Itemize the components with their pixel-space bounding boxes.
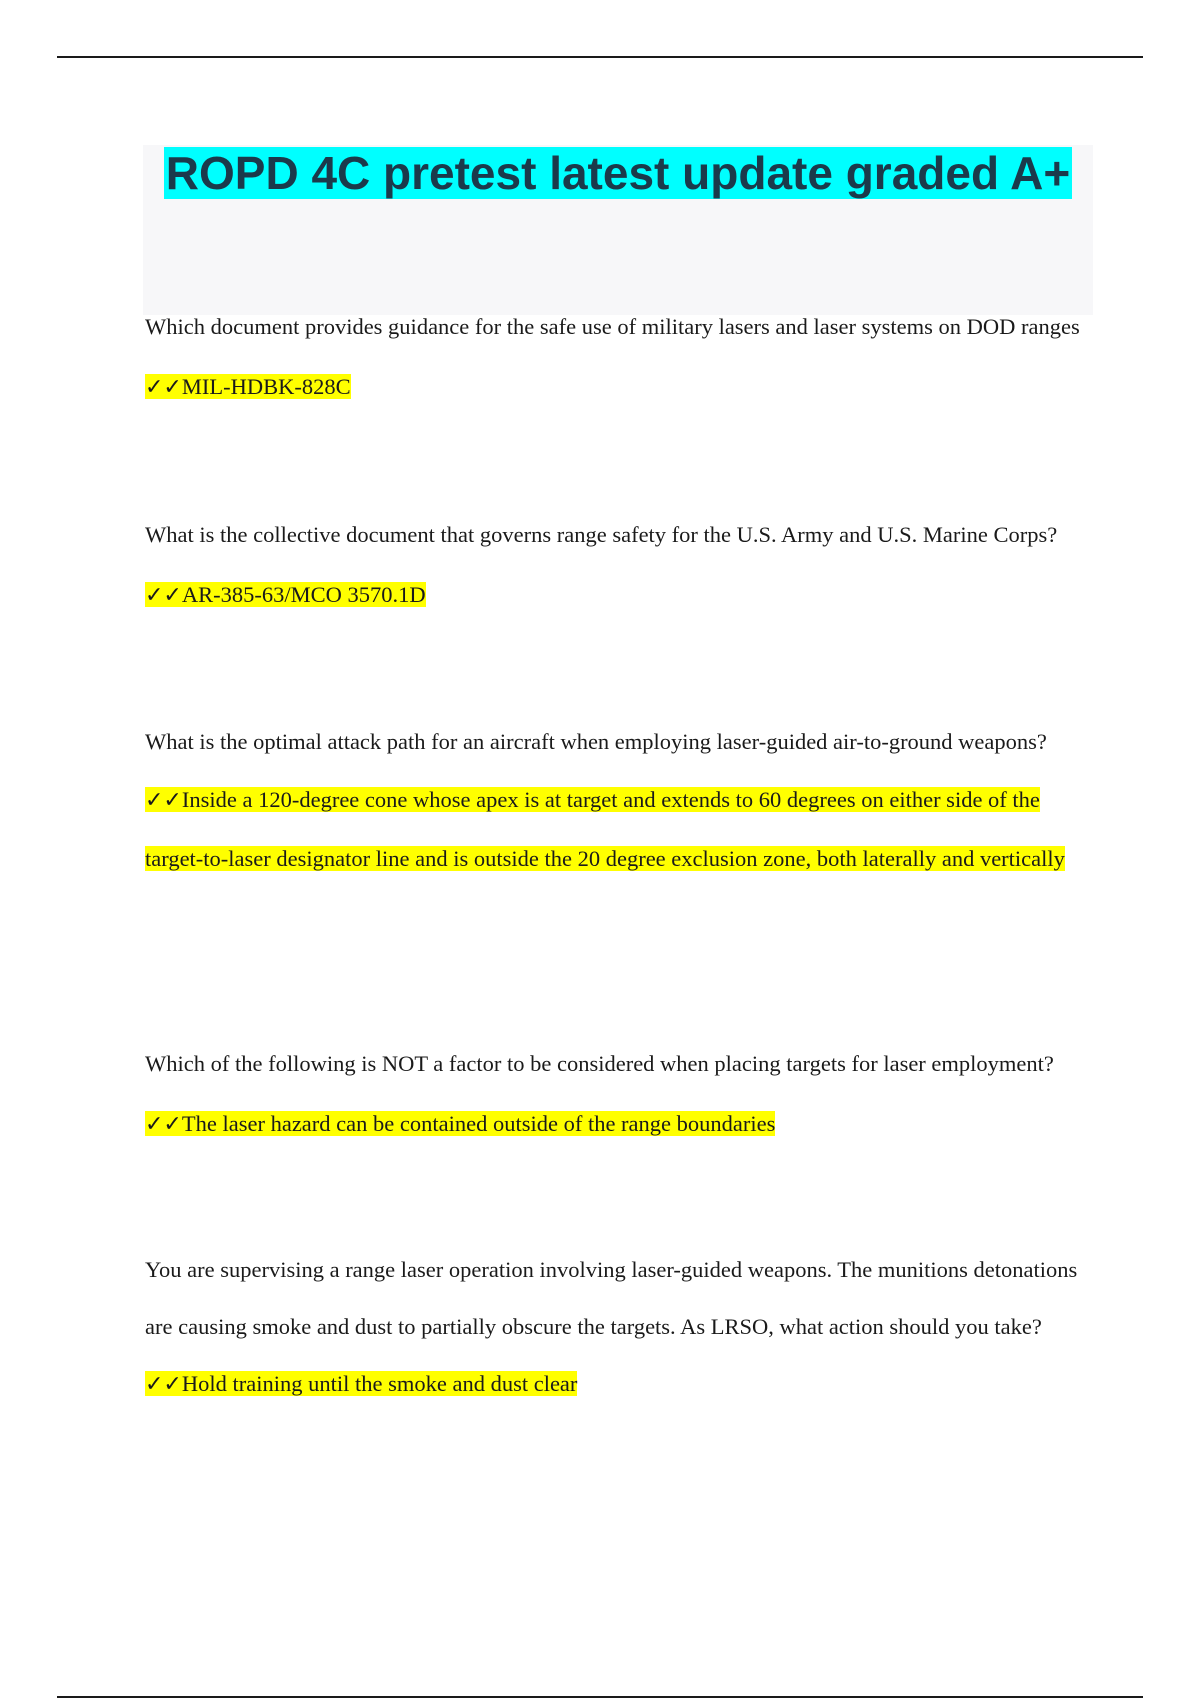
answer-text: AR-385-63/MCO 3570.1D xyxy=(181,582,426,607)
answer-highlight xyxy=(145,582,426,607)
answer-highlight xyxy=(145,787,1065,871)
check-icon: ✓✓ xyxy=(145,583,182,608)
question-text: Which of the following is NOT a factor to be considered when placing targets for laser employment? xyxy=(145,1051,1054,1076)
check-icon: ✓✓ xyxy=(145,1112,182,1137)
qa-item xyxy=(145,505,1095,626)
answer-text: MIL-HDBK-828C xyxy=(181,374,351,399)
title-block xyxy=(143,145,1093,315)
question-text: Which document provides guidance for the safe use of military lasers and laser systems on DOD ranges xyxy=(145,314,1080,339)
question-text: You are supervising a range laser operation involving laser-guided weapons. The munitions detonations are causing smoke and dust to partially obscure the targets. As LRSO, what action should you take? xyxy=(145,1257,1078,1339)
bottom-rule xyxy=(57,1696,1143,1698)
top-rule xyxy=(57,56,1143,58)
check-icon: ✓✓ xyxy=(145,1372,182,1397)
answer-text: Inside a 120-degree cone whose apex is at target and extends to 60 degrees on either side of the target-to-laser designator line and is outside the 20 degree exclusion zone, both laterally and vertically xyxy=(145,787,1065,871)
document-title xyxy=(143,145,1093,201)
answer-text: Hold training until the smoke and dust clear xyxy=(181,1371,578,1396)
question-text: What is the collective document that governs range safety for the U.S. Army and U.S. Marine Corps? xyxy=(145,522,1058,547)
qa-item xyxy=(145,1241,1095,1413)
qa-item xyxy=(145,297,1095,418)
answer-highlight xyxy=(145,374,351,399)
answer-highlight xyxy=(145,1111,775,1136)
qa-item xyxy=(145,713,1095,888)
qa-item xyxy=(145,1034,1095,1155)
answer-text: The laser hazard can be contained outside of the range boundaries xyxy=(181,1111,776,1136)
document-title-text: ROPD 4C pretest latest update graded A+ xyxy=(165,147,1071,199)
answer-highlight xyxy=(145,1371,577,1396)
check-icon: ✓✓ xyxy=(145,788,182,813)
check-icon: ✓✓ xyxy=(145,375,182,400)
question-text: What is the optimal attack path for an aircraft when employing laser-guided air-to-ground weapons? xyxy=(145,729,1047,754)
